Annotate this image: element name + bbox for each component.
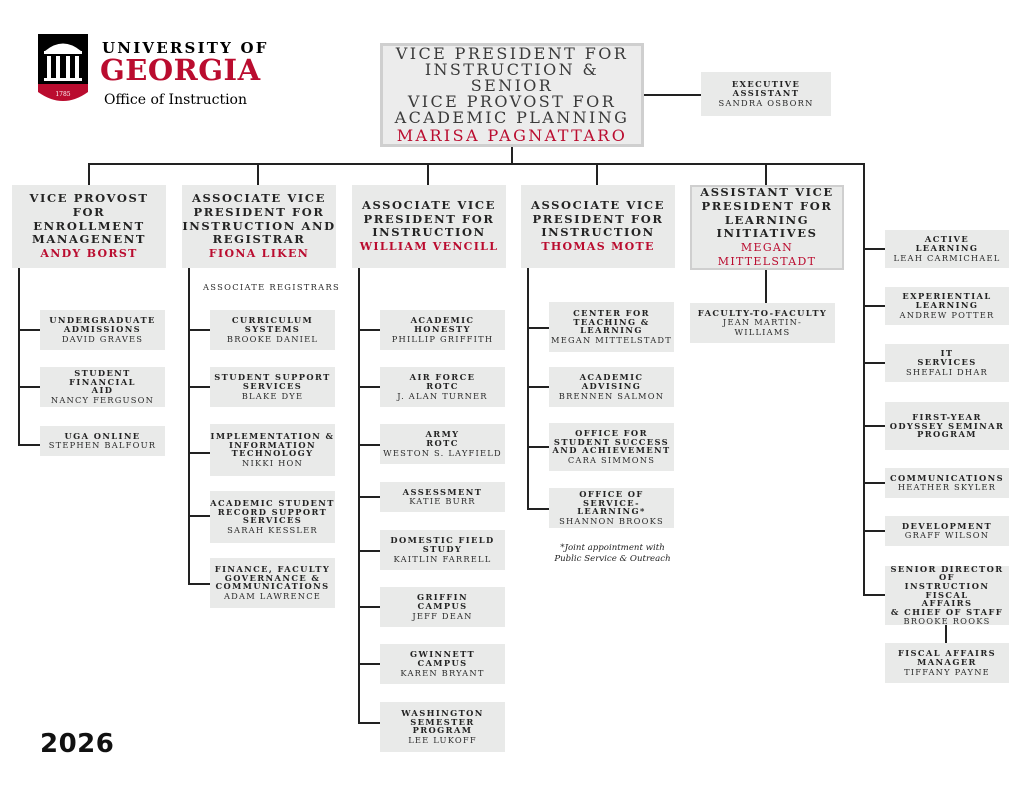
box-title: AIR FORCE ROTC: [409, 372, 476, 391]
box-name: STEPHEN BALFOUR: [48, 440, 157, 451]
connector-line: [511, 147, 513, 164]
box-title: CENTER FOR TEACHING & LEARNING: [573, 308, 650, 336]
box-title: GRIFFIN CAMPUS: [417, 592, 468, 611]
box-title: EXECUTIVE ASSISTANT: [731, 79, 801, 98]
box-title: STUDENT SUPPORT SERVICES: [214, 372, 331, 391]
box-title: DOMESTIC FIELD STUDY: [390, 535, 495, 554]
box-title: WASHINGTON SEMESTER PROGRAM: [401, 708, 484, 736]
box-title: COMMUNICATIONS: [890, 472, 1004, 483]
org-unit-box: [885, 643, 1009, 683]
box-title: IT SERVICES: [917, 348, 977, 367]
box-name: TIFFANY PAYNE: [904, 666, 990, 677]
box-name: NANCY FERGUSON: [50, 394, 155, 405]
connector-line: [863, 482, 885, 484]
vp-enrollment-box: [12, 185, 166, 268]
connector-line: [358, 496, 380, 498]
org-unit-box: [549, 488, 674, 528]
org-unit-box: [549, 423, 674, 471]
connector-line: [527, 268, 529, 510]
connector-line: [644, 94, 701, 96]
org-unit-box: [549, 367, 674, 407]
connector-line: [358, 550, 380, 552]
box-name: SHANNON BROOKS: [559, 515, 664, 526]
org-unit-box: [40, 367, 165, 407]
org-unit-box: [380, 587, 505, 627]
connector-line: [945, 625, 947, 643]
connector-line: [527, 386, 549, 388]
uga-logo: [38, 34, 278, 114]
box-name: CARA SIMMONS: [567, 454, 656, 465]
connector-line: [527, 508, 549, 510]
connector-line: [18, 268, 20, 445]
box-name: ADAM LAWRENCE: [223, 590, 322, 601]
box-title: OFFICE FOR STUDENT SUCCESS AND ACHIEVEMENT: [552, 428, 671, 456]
connector-line: [88, 163, 90, 185]
connector-line: [257, 163, 259, 185]
org-unit-box: [380, 644, 505, 684]
box-name: KAREN BRYANT: [400, 667, 485, 678]
org-unit-box: [380, 310, 505, 350]
box-name: MARISA PAGNATTARO: [396, 125, 628, 145]
box-title: ASSOCIATE VICE PRESIDENT FOR INSTRUCTION: [530, 198, 666, 240]
org-unit-box: [210, 367, 335, 407]
box-name: ANDY BORST: [40, 246, 138, 260]
box-name: FIONA LIKEN: [208, 246, 310, 260]
connector-line: [188, 452, 210, 454]
box-title: CURRICULUM SYSTEMS: [231, 315, 314, 334]
box-title: VICE PRESIDENT FOR INSTRUCTION & SENIOR VICE PROVOST FOR ACADEMIC PLANNING: [394, 43, 630, 127]
box-name: J. ALAN TURNER: [397, 390, 488, 401]
service-learning-footnote: *Joint appointment with Public Service & Outreach: [554, 543, 671, 564]
org-unit-box: [885, 468, 1009, 498]
box-name: BROOKE ROOKS: [903, 616, 991, 627]
connector-line: [765, 270, 767, 303]
org-unit-box: [885, 344, 1009, 382]
connector-line: [188, 268, 190, 585]
connector-line: [765, 163, 767, 185]
connector-line: [188, 386, 210, 388]
box-title: ACTIVE LEARNING: [915, 234, 979, 253]
connector-line: [863, 425, 885, 427]
box-name: PHILLIP GRIFFITH: [391, 333, 494, 344]
org-unit-box: [885, 516, 1009, 546]
box-name: THOMAS MOTE: [541, 239, 655, 253]
avp-instruction-mote-box: [521, 185, 675, 268]
connector-line: [427, 163, 429, 185]
box-name: SARAH KESSLER: [227, 524, 318, 535]
org-unit-box: [380, 702, 505, 752]
org-unit-box: [210, 558, 335, 608]
org-unit-box: [885, 230, 1009, 268]
box-title: ACADEMIC STUDENT RECORD SUPPORT SERVICES: [210, 498, 335, 526]
connector-line: [18, 386, 40, 388]
avp-learning-initiatives-box: [690, 185, 844, 270]
box-name: JEFF DEAN: [412, 610, 473, 621]
box-title: EXPERIENTIAL LEARNING: [902, 291, 992, 310]
box-title: UNDERGRADUATE ADMISSIONS: [49, 315, 156, 334]
connector-line: [863, 530, 885, 532]
box-name: LEAH CARMICHAEL: [893, 252, 1001, 263]
box-name: GRAFF WILSON: [904, 530, 990, 541]
org-unit-box: [40, 310, 165, 350]
box-title: FISCAL AFFAIRS MANAGER: [897, 648, 997, 667]
vp-instruction-box: [380, 43, 644, 147]
box-title: UGA ONLINE: [64, 430, 141, 441]
connector-line: [863, 594, 885, 596]
box-name: LEE LUKOFF: [408, 734, 477, 745]
org-unit-box: [210, 310, 335, 350]
box-title: ACADEMIC HONESTY: [410, 315, 475, 334]
box-name: HEATHER SKYLER: [897, 482, 997, 493]
box-title: ASSOCIATE VICE PRESIDENT FOR INSTRUCTION: [361, 198, 497, 240]
org-unit-box: [380, 530, 505, 570]
georgia-wordmark: GEORGIA: [100, 53, 261, 87]
org-unit-box: [885, 563, 1009, 627]
box-name: WILLIAM VENCILL: [359, 239, 499, 253]
org-unit-box: [380, 424, 505, 464]
box-name: DAVID GRAVES: [61, 333, 144, 344]
connector-line: [596, 163, 598, 185]
org-unit-box: [210, 491, 335, 543]
box-name: BLAKE DYE: [241, 390, 304, 401]
connector-line: [88, 163, 864, 165]
box-name: BRENNEN SALMON: [558, 390, 665, 401]
box-name: KAITLIN FARRELL: [393, 553, 492, 564]
university-of: UNIVERSITY OF: [102, 39, 269, 57]
box-title: FINANCE, FACULTY GOVERNANCE & COMMUNICATIONS: [214, 564, 331, 592]
connector-line: [358, 329, 380, 331]
org-unit-box: [210, 424, 335, 476]
connector-line: [188, 329, 210, 331]
org-unit-box: [549, 302, 674, 352]
org-unit-box: [380, 367, 505, 407]
associate-registrars-heading: ASSOCIATE REGISTRARS: [203, 282, 341, 292]
box-name: MEGAN MITTELSTADT: [551, 334, 672, 345]
box-title: STUDENT FINANCIAL AID: [69, 368, 136, 396]
box-name: ANDREW POTTER: [899, 309, 995, 320]
connector-line: [863, 305, 885, 307]
box-name: MEGAN MITTELSTADT: [717, 240, 817, 268]
box-name: NIKKI HON: [242, 457, 303, 468]
box-name: SHEFALI DHAR: [906, 366, 988, 377]
connector-line: [358, 606, 380, 608]
box-title: ASSISTANT VICE PRESIDENT FOR LEARNING INITIATIVES: [700, 185, 834, 241]
connector-line: [527, 446, 549, 448]
connector-line: [863, 362, 885, 364]
box-title: ASSOCIATE VICE PRESIDENT FOR INSTRUCTION AND REGISTRAR: [182, 191, 336, 247]
connector-line: [527, 327, 549, 329]
seal-year: 1785: [55, 91, 71, 98]
box-name: JEAN MARTIN- WILLIAMS: [722, 317, 803, 338]
connector-line: [188, 515, 210, 517]
org-unit-box: [885, 402, 1009, 450]
org-unit-box: [690, 303, 835, 343]
connector-line: [18, 329, 40, 331]
box-title: SENIOR DIRECTOR OF INSTRUCTION FISCAL AFFAIRS & CHIEF OF STAFF: [890, 563, 1004, 617]
box-title: GWINNETT CAMPUS: [409, 649, 476, 668]
connector-line: [18, 444, 40, 446]
connector-line: [358, 444, 380, 446]
org-unit-box: [885, 287, 1009, 325]
box-title: ASSESSMENT: [402, 486, 483, 497]
box-name: SANDRA OSBORN: [718, 97, 814, 108]
connector-line: [358, 386, 380, 388]
box-title: ACADEMIC ADVISING: [579, 372, 644, 391]
box-name: KATIE BURR: [409, 496, 476, 507]
connector-line: [188, 583, 210, 585]
avp-registrar-box: [182, 185, 336, 268]
box-title: ARMY ROTC: [425, 429, 460, 448]
box-title: FIRST-YEAR ODYSSEY SEMINAR PROGRAM: [889, 412, 1005, 440]
box-title: VICE PROVOST FOR ENROLLMENT MANAGENENT: [29, 191, 149, 247]
chart-year: 2026: [40, 729, 115, 759]
box-name: BROOKE DANIEL: [226, 333, 319, 344]
box-title: DEVELOPMENT: [901, 520, 993, 531]
connector-line: [358, 663, 380, 665]
office-of-instruction: Office of Instruction: [104, 92, 247, 108]
connector-line: [863, 248, 885, 250]
executive-assistant-box: [701, 72, 831, 116]
connector-line: [358, 722, 380, 724]
box-title: IMPLEMENTATION & INFORMATION TECHNOLOGY: [210, 431, 335, 459]
avp-instruction-vencill-box: [352, 185, 506, 268]
org-unit-box: [40, 426, 165, 456]
org-unit-box: [380, 482, 505, 512]
box-title: FACULTY-TO-FACULTY: [697, 307, 828, 318]
box-name: WESTON S. LAYFIELD: [383, 447, 502, 458]
box-title: OFFICE OF SERVICE-LEARNING*: [577, 489, 646, 517]
